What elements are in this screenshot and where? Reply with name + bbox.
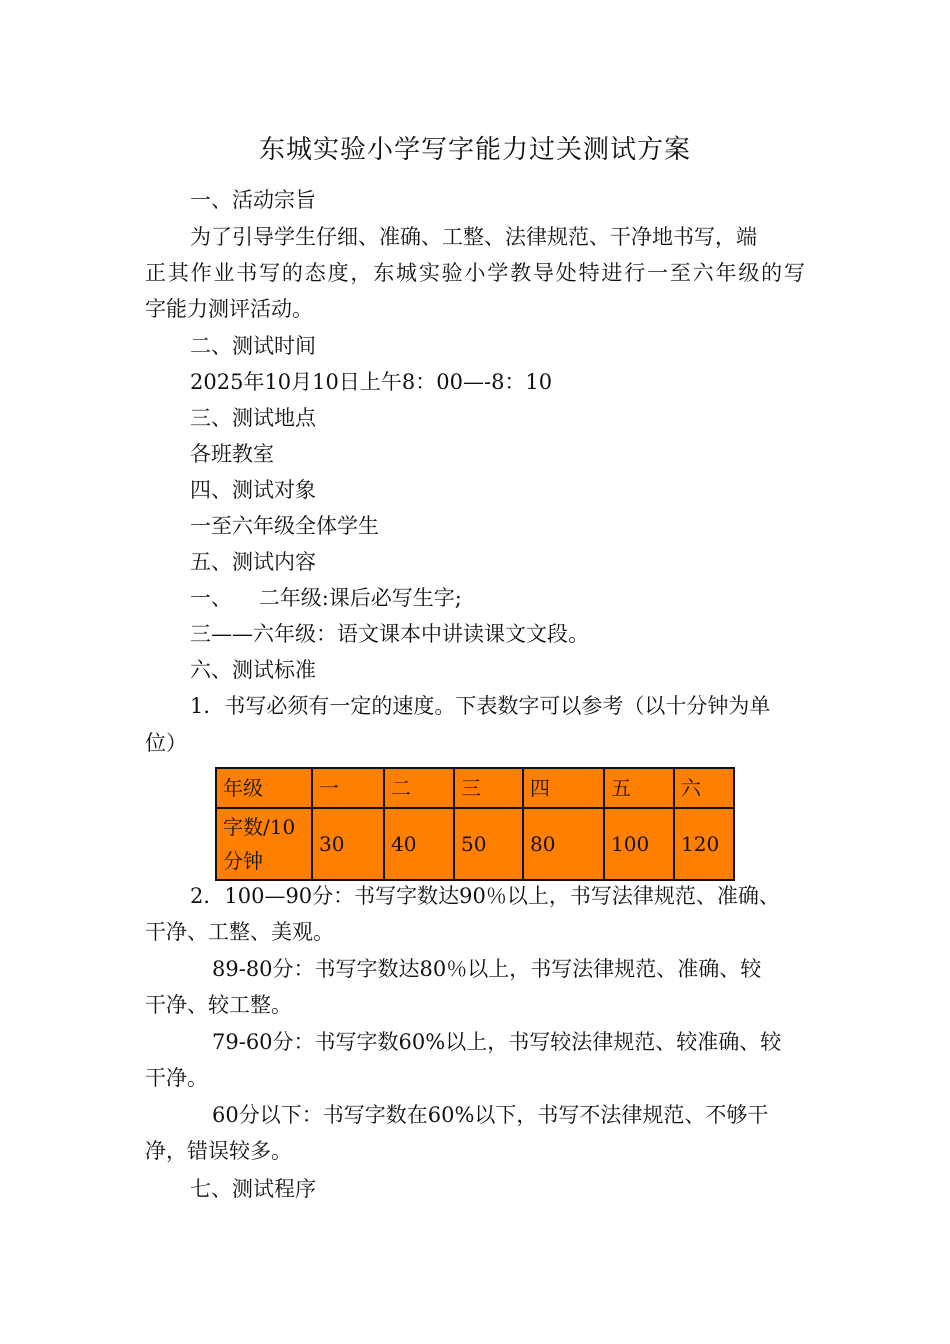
table-row bbox=[216, 768, 734, 808]
section-1-para-line-2: 正其作业书写的态度，东城实验小学教导处特进行一至六年级的写 bbox=[145, 261, 805, 285]
section-6-para-5-line-1: 60分以下：书写字数在60%以下，书写不法律规范、不够干 bbox=[212, 1103, 769, 1127]
section-3-body: 各班教室 bbox=[190, 442, 274, 466]
table-header-cell: 六 bbox=[674, 768, 734, 808]
table-header-cell: 一 bbox=[312, 768, 384, 808]
section-6-para-2-line-1: 2．100—90分：书写字数达90％以上，书写法律规范、准确、 bbox=[190, 884, 780, 908]
table-header-cell: 五 bbox=[604, 768, 674, 808]
table-cell: 40 bbox=[384, 808, 454, 880]
section-1-para-line-1: 为了引导学生仔细、准确、工整、法律规范、干净地书写，端 bbox=[190, 225, 757, 249]
section-1-heading: 一、活动宗旨 bbox=[190, 188, 316, 212]
section-6-para-4-line-2: 干净。 bbox=[145, 1066, 208, 1090]
table-cell: 100 bbox=[604, 808, 674, 880]
section-5-line-2: 三——六年级：语文课本中讲读课文文段。 bbox=[190, 622, 589, 646]
table-row bbox=[216, 808, 734, 880]
table-header-cell: 二 bbox=[384, 768, 454, 808]
section-6-para-3-line-1: 89-80分：书写字数达80％以上，书写法律规范、准确、较 bbox=[212, 957, 762, 981]
table-cell: 50 bbox=[454, 808, 523, 880]
document-title: 东城实验小学写字能力过关测试方案 bbox=[258, 135, 691, 165]
section-1-para-line-3: 字能力测评活动。 bbox=[145, 297, 313, 321]
table-header-cell: 年级 bbox=[216, 768, 312, 808]
section-7-heading: 七、测试程序 bbox=[190, 1177, 316, 1201]
section-6-para-3-line-2: 干净、较工整。 bbox=[145, 993, 292, 1017]
table-header-cell: 三 bbox=[454, 768, 523, 808]
section-6-para-2-line-2: 干净、工整、美观。 bbox=[145, 920, 334, 944]
table-cell: 80 bbox=[523, 808, 604, 880]
section-6-para-4-line-1: 79-60分：书写字数60%以上，书写较法律规范、较准确、较 bbox=[212, 1030, 782, 1054]
section-6-heading: 六、测试标准 bbox=[190, 658, 316, 682]
section-5-heading: 五、测试内容 bbox=[190, 550, 316, 574]
section-6-para-1-line-2: 位） bbox=[145, 731, 187, 755]
table-row-label: 字数/10分钟 bbox=[216, 808, 312, 880]
table-cell: 120 bbox=[674, 808, 734, 880]
section-4-body: 一至六年级全体学生 bbox=[190, 514, 379, 538]
section-6-para-1-line-1: 1．书写必须有一定的速度。下表数字可以参考（以十分钟为单 bbox=[190, 694, 771, 718]
table-cell: 30 bbox=[312, 808, 384, 880]
section-2-heading: 二、测试时间 bbox=[190, 334, 316, 358]
section-4-heading: 四、测试对象 bbox=[190, 478, 316, 502]
section-5-line-1: 一、 二年级:课后必写生字; bbox=[190, 586, 462, 610]
section-6-para-5-line-2: 净，错误较多。 bbox=[145, 1139, 292, 1163]
section-3-heading: 三、测试地点 bbox=[190, 406, 316, 430]
table-header-cell: 四 bbox=[523, 768, 604, 808]
section-2-body: 2025年10月10日上午8：00—-8：10 bbox=[190, 370, 553, 394]
writing-speed-table bbox=[215, 767, 735, 881]
